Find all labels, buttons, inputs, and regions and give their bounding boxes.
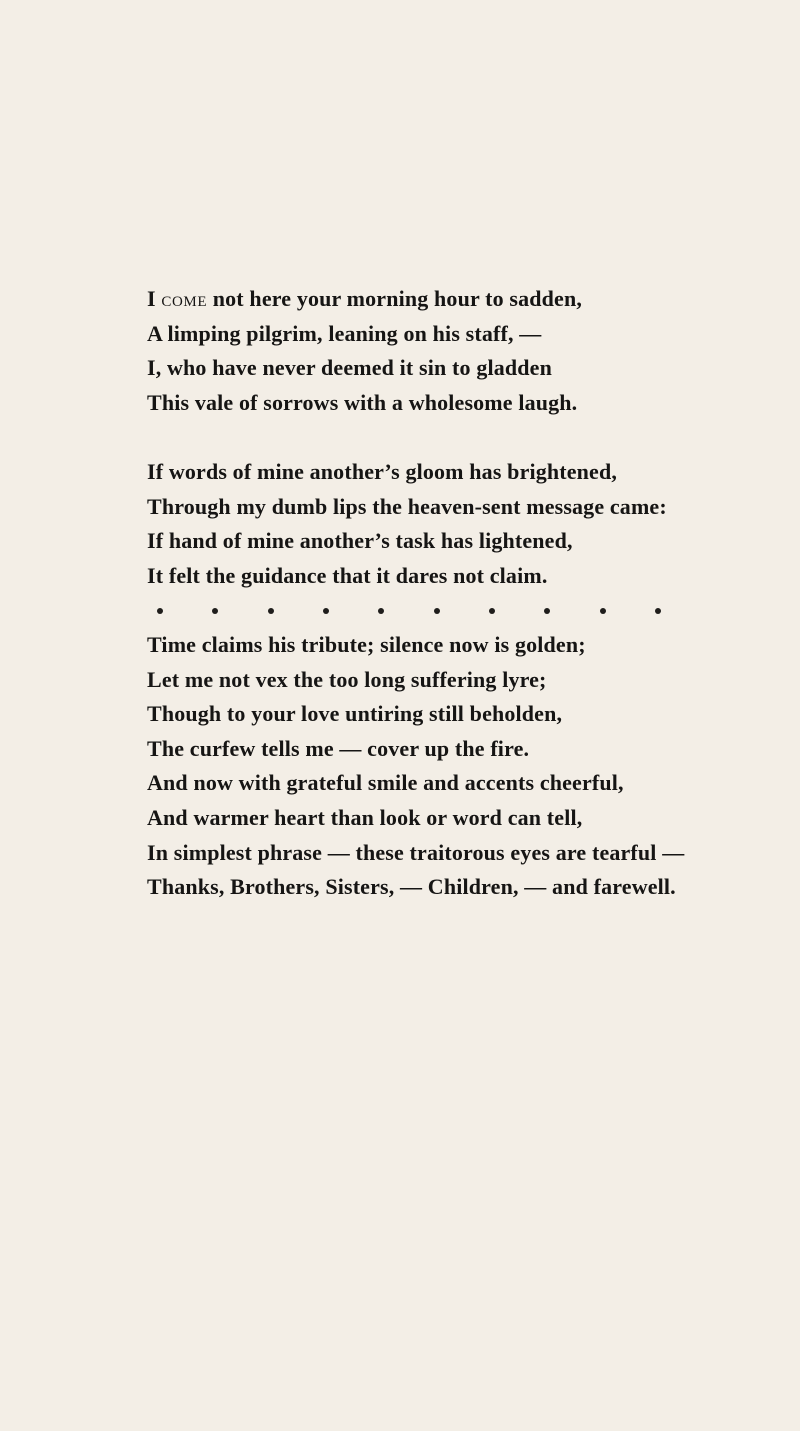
ellipsis-dot: [434, 608, 440, 614]
ellipsis-dot: [157, 608, 163, 614]
stanza-3: [147, 628, 797, 905]
ellipsis-dot: [323, 608, 329, 614]
ellipsis-dot: [600, 608, 606, 614]
poem-line-16: Thanks, Brothers, Sisters, — Children, — and farewell.: [147, 874, 676, 900]
ellipsis-dot: [489, 608, 495, 614]
poem-line-8: It felt the guidance that it dares not claim.: [147, 562, 548, 588]
poem-line-3: I, who have never deemed it sin to gladden: [147, 355, 552, 381]
poem-line-14: And warmer heart than look or word can tell,: [147, 804, 583, 830]
poem-line-1: [147, 282, 797, 317]
ellipsis-dot: [655, 608, 661, 614]
opening-rest: not here your morning hour to sadden,: [207, 286, 582, 311]
opening-initial: I: [147, 286, 156, 311]
poem-line-10: Let me not vex the too long suffering lyre;: [147, 666, 547, 692]
ellipsis-dot: [268, 608, 274, 614]
poem-line-12: The curfew tells me — cover up the fire.: [147, 735, 530, 761]
opening-small-caps: come: [161, 287, 208, 311]
ellipsis-dot: [544, 608, 550, 614]
ellipsis-dots: [147, 593, 661, 628]
poem-line-9: Time claims his tribute; silence now is golden;: [147, 631, 586, 657]
poem-line-5: If words of mine another’s gloom has brightened,: [147, 458, 618, 484]
poem-line-7: If hand of mine another’s task has lightened,: [147, 528, 573, 554]
stanza-2: [147, 455, 797, 593]
poem-line-4: This vale of sorrows with a wholesome laugh.: [147, 389, 578, 415]
poem-line-11: Though to your love untiring still beholden,: [147, 701, 563, 727]
ellipsis-dot: [378, 608, 384, 614]
poem-line-13: And now with grateful smile and accents cheerful,: [147, 770, 624, 796]
poem: [147, 282, 797, 905]
stanza-1: [147, 282, 797, 420]
poem-line-15: In simplest phrase — these traitorous eyes are tearful —: [147, 839, 685, 865]
ellipsis-dot: [212, 608, 218, 614]
stanza-gap: [147, 420, 797, 455]
poem-line-6: Through my dumb lips the heaven-sent message came:: [147, 493, 667, 519]
poem-line-2: A limping pilgrim, leaning on his staff, —: [147, 320, 542, 346]
